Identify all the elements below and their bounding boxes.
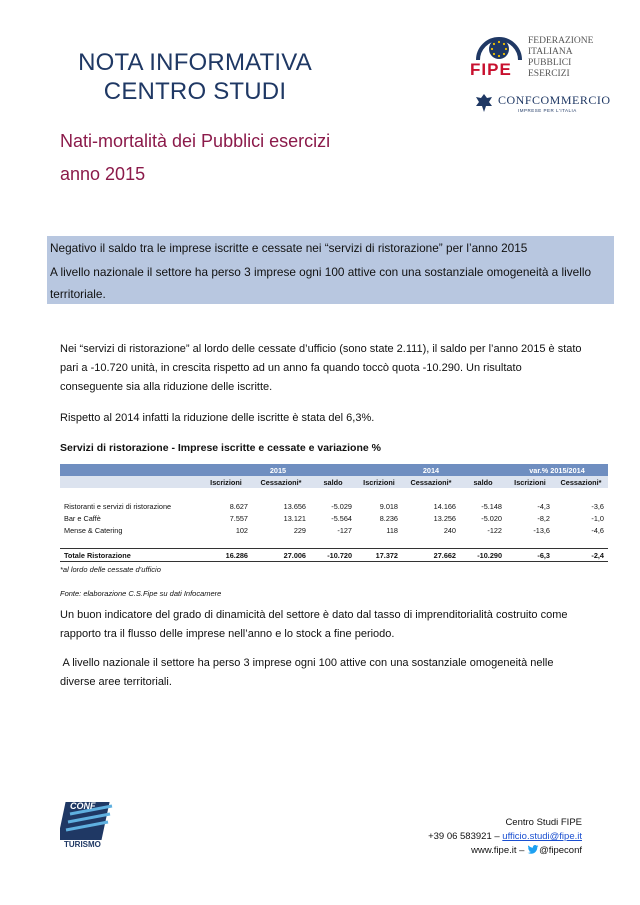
paragraph-line: diverse aree territoriali. bbox=[60, 676, 172, 688]
table-cell: -10.720 bbox=[310, 549, 356, 562]
confcommercio-name: CONFCOMMERCIO bbox=[498, 93, 611, 107]
table-cell: -5.564 bbox=[331, 513, 352, 523]
confturismo-word-2: TURISMO bbox=[64, 840, 101, 849]
table-cell: -3,6 bbox=[591, 501, 604, 511]
paragraph-line: Rispetto al 2014 infatti la riduzione delle iscritte è stata del 6,3%. bbox=[60, 412, 375, 424]
table-total-row bbox=[60, 549, 608, 562]
table-row bbox=[60, 512, 608, 524]
twitter-bird-icon bbox=[527, 845, 539, 854]
paragraph-line: Nei “servizi di ristorazione” al lordo delle cessate d’ufficio (sono state 2.111), il saldo per l’anno 2015 è stato bbox=[60, 343, 582, 355]
table-cell: 7.557 bbox=[229, 513, 248, 523]
paragraph-line: pari a -10.720 unità, in crescita rispetto ad un anno fa quando toccò quota -10.290. Un risultato bbox=[60, 362, 522, 374]
paragraph-line: rapporto tra il flusso delle imprese nell’anno e lo stock a fine periodo. bbox=[60, 628, 395, 640]
fipe-full-name bbox=[528, 36, 593, 80]
table-row bbox=[60, 500, 608, 512]
fipe-name-line: ITALIANA bbox=[528, 47, 573, 57]
paragraph-2 bbox=[60, 409, 580, 428]
table-cell: -5.020 bbox=[481, 513, 502, 523]
fipe-acronym: FIPE bbox=[470, 60, 512, 79]
table-cell: 14.166 bbox=[433, 501, 456, 511]
table-group-header-row bbox=[60, 464, 608, 476]
table-cell: 16.286 bbox=[200, 549, 252, 562]
summary-line-3: territoriale. bbox=[50, 287, 106, 301]
footer-twitter-handle[interactable]: @fipeconf bbox=[539, 845, 582, 856]
table-cell: -10.290 bbox=[460, 549, 506, 562]
table-cell: 118 bbox=[386, 525, 398, 535]
footer-site-line bbox=[428, 844, 582, 858]
table-header-blank bbox=[60, 476, 200, 488]
table-cell: 13.121 bbox=[283, 513, 306, 523]
column-header: Cessazioni* bbox=[554, 476, 608, 488]
row-label: Ristoranti e servizi di ristorazione bbox=[64, 501, 172, 511]
table-group-header: var.% 2015/2014 bbox=[506, 464, 608, 476]
summary-box bbox=[47, 236, 614, 304]
column-header: Cessazioni* bbox=[402, 476, 460, 488]
footer-org: Centro Studi FIPE bbox=[505, 817, 582, 828]
column-header: Iscrizioni bbox=[356, 476, 402, 488]
table-header-blank bbox=[60, 464, 200, 476]
confcommercio-logo bbox=[474, 90, 614, 116]
table-group-header: 2014 bbox=[356, 464, 506, 476]
summary-line-2: A livello nazionale il settore ha perso 3 imprese ogni 100 attive con una sostanziale omogeneità a livello bbox=[50, 265, 592, 279]
table-cell: -5.029 bbox=[331, 501, 352, 511]
confturismo-logo bbox=[60, 800, 122, 852]
column-header: Iscrizioni bbox=[200, 476, 252, 488]
paragraph-1 bbox=[60, 340, 580, 397]
table-group-header: 2015 bbox=[200, 464, 356, 476]
column-header: Cessazioni* bbox=[252, 476, 310, 488]
paragraph-4 bbox=[60, 654, 580, 692]
fipe-emblem-icon bbox=[474, 32, 524, 62]
row-label: Mense & Catering bbox=[64, 525, 123, 535]
table-spacer bbox=[60, 536, 608, 549]
title-line-1: NOTA INFORMATIVA bbox=[78, 49, 312, 76]
table-cell: -2,4 bbox=[554, 549, 608, 562]
table-cell: -1,0 bbox=[591, 513, 604, 523]
table-cell: 13.656 bbox=[283, 501, 306, 511]
paragraph-line: Un buon indicatore del grado di dinamicità del settore è dato dal tasso di imprenditorialità costruito come bbox=[60, 609, 568, 621]
footer-phone: +39 06 583921 – bbox=[428, 831, 503, 842]
summary-line-1: Negativo il saldo tra le imprese iscritte e cessate nei “servizi di ristorazione” per l’anno 2015 bbox=[50, 241, 528, 255]
column-header: saldo bbox=[460, 476, 506, 488]
column-header: saldo bbox=[310, 476, 356, 488]
table-source: Fonte: elaborazione C.S.Fipe su dati Infocamere bbox=[60, 589, 222, 598]
table-cell: -6,3 bbox=[506, 549, 554, 562]
confcommercio-tagline: IMPRESE PER L'ITALIA bbox=[518, 108, 577, 113]
paragraph-line: conseguente sia alla riduzione delle iscritte. bbox=[60, 381, 273, 393]
table-cell: 8.236 bbox=[379, 513, 398, 523]
paragraph-line: A livello nazionale il settore ha perso 3 imprese ogni 100 attive con una sostanziale omogeneità nelle bbox=[60, 657, 554, 669]
table-cell: 13.256 bbox=[433, 513, 456, 523]
subtitle-line-2: anno 2015 bbox=[60, 164, 146, 184]
table-cell: -8,2 bbox=[537, 513, 550, 523]
footer-email-link[interactable]: ufficio.studi@fipe.it bbox=[502, 831, 582, 842]
table-cell: 9.018 bbox=[379, 501, 398, 511]
table-row bbox=[60, 524, 608, 536]
table-cell: 27.006 bbox=[252, 549, 310, 562]
title-line-2: CENTRO STUDI bbox=[103, 78, 287, 105]
fipe-name-line: FEDERAZIONE bbox=[528, 36, 594, 46]
table-title: Servizi di ristorazione - Imprese iscritte e cessate e variazione % bbox=[60, 442, 381, 454]
table-cell: -5.148 bbox=[481, 501, 502, 511]
table-cell: -122 bbox=[487, 525, 502, 535]
page-title bbox=[50, 48, 340, 106]
table-footnote: *al lordo delle cessate d’ufficio bbox=[60, 565, 161, 574]
table-cell: 229 bbox=[293, 525, 306, 535]
table-cell: -4,3 bbox=[537, 501, 550, 511]
table-cell: 17.372 bbox=[356, 549, 402, 562]
column-header: Iscrizioni bbox=[506, 476, 554, 488]
table-subheader-row bbox=[60, 476, 608, 488]
data-table bbox=[60, 464, 608, 562]
footer-contact bbox=[428, 816, 582, 858]
table-cell: -13,6 bbox=[533, 525, 550, 535]
table-cell: -127 bbox=[337, 525, 352, 535]
row-label: Totale Ristorazione bbox=[60, 549, 200, 562]
row-label: Bar e Caffè bbox=[64, 513, 101, 523]
fipe-name-line: PUBBLICI bbox=[528, 58, 572, 68]
table-cell: 102 bbox=[235, 525, 248, 535]
confturismo-word-1: CONF bbox=[70, 801, 96, 811]
subtitle-line-1: Nati-mortalità dei Pubblici esercizi bbox=[60, 131, 331, 151]
table-cell: 240 bbox=[443, 525, 456, 535]
fipe-logo bbox=[470, 32, 610, 94]
eagle-emblem-icon bbox=[474, 92, 494, 114]
footer-site-link[interactable]: www.fipe.it – bbox=[471, 845, 528, 856]
footer-phone-line bbox=[428, 830, 582, 844]
table-cell: 27.662 bbox=[402, 549, 460, 562]
table-cell: -4,6 bbox=[591, 525, 604, 535]
table-cell: 8.627 bbox=[229, 501, 248, 511]
fipe-name-line: ESERCIZI bbox=[528, 69, 570, 79]
table-spacer bbox=[60, 488, 608, 500]
paragraph-3 bbox=[60, 606, 580, 644]
